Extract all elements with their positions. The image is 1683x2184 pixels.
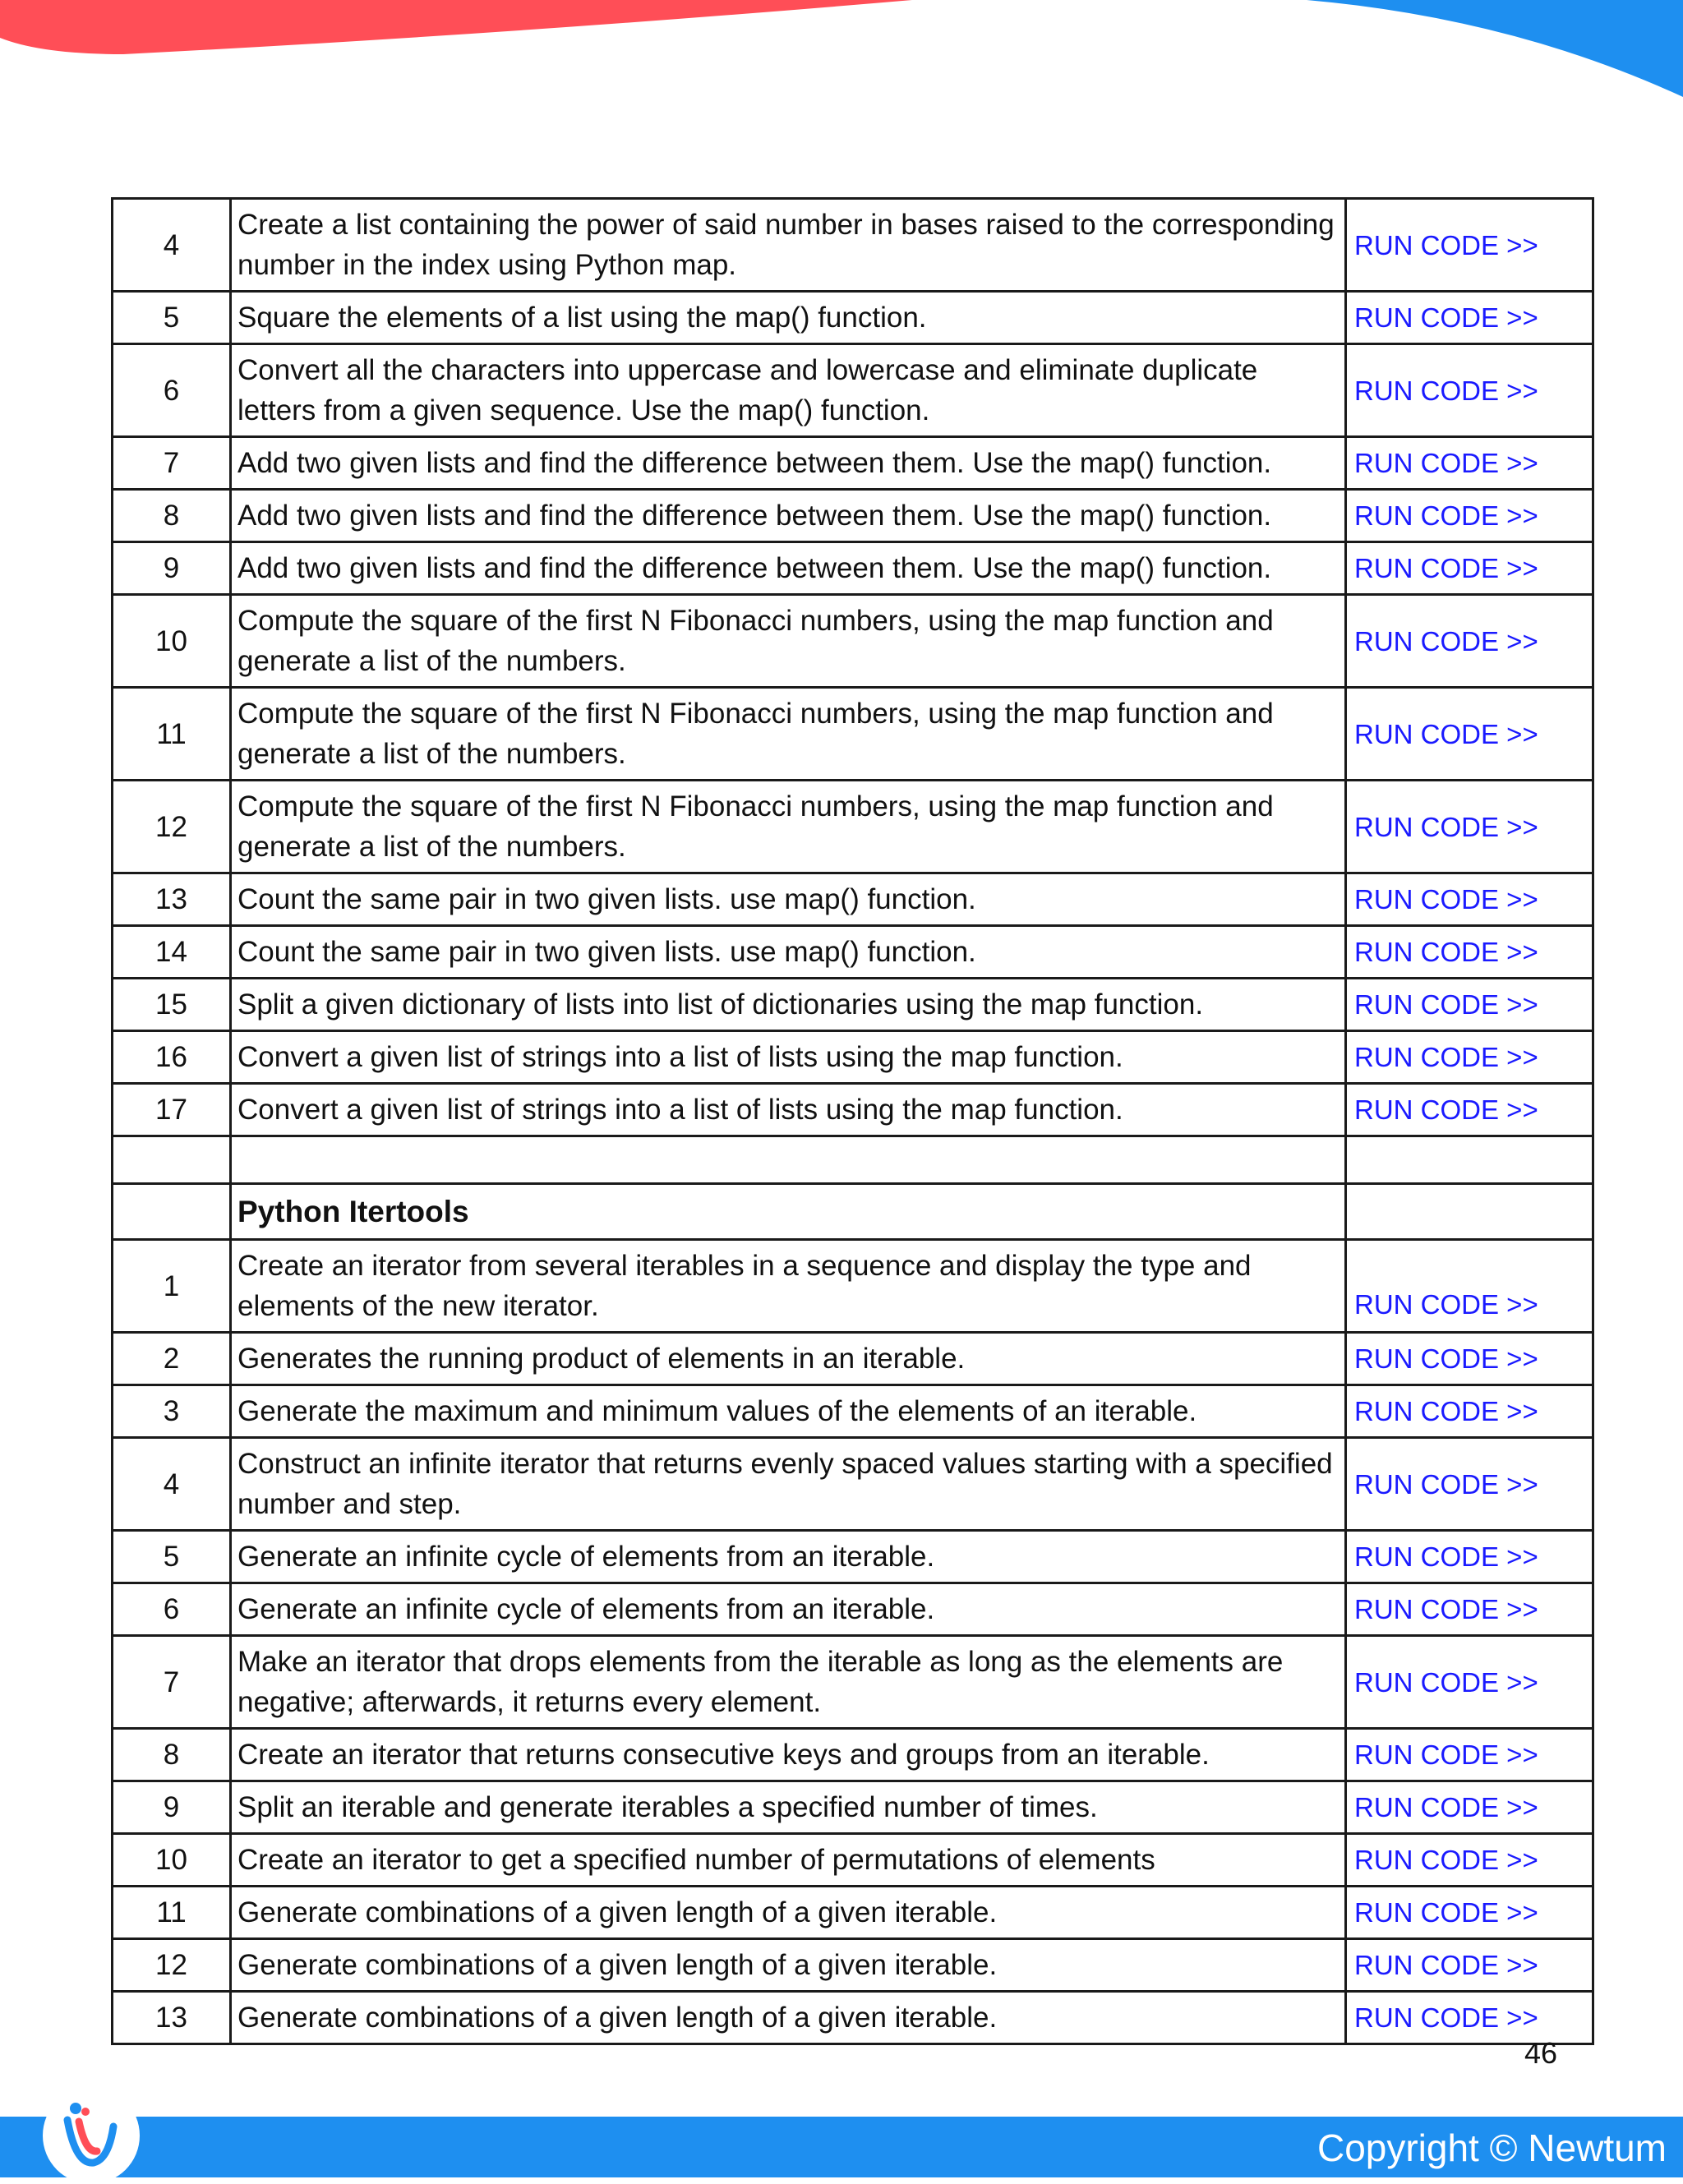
row-number: 7 bbox=[113, 437, 231, 490]
run-code-link[interactable]: RUN CODE >> bbox=[1354, 1792, 1538, 1822]
row-description: Count the same pair in two given lists. use map() function. bbox=[231, 926, 1346, 979]
row-number: 7 bbox=[113, 1636, 231, 1729]
run-code-link[interactable]: RUN CODE >> bbox=[1354, 1343, 1538, 1374]
table-row bbox=[113, 199, 1593, 292]
run-code-link[interactable]: RUN CODE >> bbox=[1354, 625, 1538, 657]
run-code-link[interactable]: RUN CODE >> bbox=[1354, 229, 1538, 260]
row-number: 12 bbox=[113, 781, 231, 873]
table-row bbox=[113, 595, 1593, 688]
table-row bbox=[113, 542, 1593, 595]
section-title: Python Itertools bbox=[237, 1194, 469, 1228]
run-code-link[interactable]: RUN CODE >> bbox=[1354, 1950, 1538, 1980]
run-code-link[interactable]: RUN CODE >> bbox=[1354, 1594, 1538, 1624]
row-number: 3 bbox=[113, 1385, 231, 1438]
row-number: 10 bbox=[113, 595, 231, 688]
row-description: Make an iterator that drops elements from the iterable as long as the elements are negative; afterwards, it returns every element. bbox=[231, 1636, 1346, 1729]
newtum-logo-icon bbox=[43, 2087, 140, 2184]
run-code-link[interactable]: RUN CODE >> bbox=[1354, 1396, 1538, 1426]
row-description: Generate combinations of a given length of a given iterable. bbox=[231, 1939, 1346, 1992]
table-row bbox=[113, 437, 1593, 490]
table-row bbox=[113, 1887, 1593, 1939]
row-number: 17 bbox=[113, 1084, 231, 1136]
row-description: Add two given lists and find the difference between them. Use the map() function. bbox=[231, 542, 1346, 595]
run-code-link[interactable]: RUN CODE >> bbox=[1354, 811, 1538, 842]
run-code-link[interactable]: RUN CODE >> bbox=[1354, 2002, 1538, 2033]
run-code-link[interactable]: RUN CODE >> bbox=[1354, 302, 1538, 333]
row-number: 15 bbox=[113, 979, 231, 1031]
row-number: 9 bbox=[113, 542, 231, 595]
table-row bbox=[113, 1084, 1593, 1136]
table-row bbox=[113, 1031, 1593, 1084]
row-description: Generate an infinite cycle of elements from an iterable. bbox=[231, 1531, 1346, 1583]
run-code-link[interactable]: RUN CODE >> bbox=[1354, 1289, 1538, 1320]
row-description: Split a given dictionary of lists into list of dictionaries using the map function. bbox=[231, 979, 1346, 1031]
row-description: Count the same pair in two given lists. use map() function. bbox=[231, 873, 1346, 926]
table-row bbox=[113, 1438, 1593, 1531]
page-number: 46 bbox=[1524, 2036, 1558, 2070]
table-row bbox=[113, 1636, 1593, 1729]
table-row bbox=[113, 292, 1593, 344]
row-number: 10 bbox=[113, 1834, 231, 1887]
row-description: Convert a given list of strings into a list of lists using the map function. bbox=[231, 1031, 1346, 1084]
row-description: Add two given lists and find the difference between them. Use the map() function. bbox=[231, 437, 1346, 490]
table-row bbox=[113, 1531, 1593, 1583]
row-number: 5 bbox=[113, 1531, 231, 1583]
run-code-link[interactable]: RUN CODE >> bbox=[1354, 1845, 1538, 1875]
row-number: 5 bbox=[113, 292, 231, 344]
blank-row bbox=[113, 1136, 1593, 1184]
run-code-link[interactable]: RUN CODE >> bbox=[1354, 375, 1538, 406]
row-description: Compute the square of the first N Fibonacci numbers, using the map function and generate a list of the numbers. bbox=[231, 781, 1346, 873]
row-description: Add two given lists and find the difference between them. Use the map() function. bbox=[231, 490, 1346, 542]
row-description: Split an iterable and generate iterables a specified number of times. bbox=[231, 1781, 1346, 1834]
row-description: Generate an infinite cycle of elements from an iterable. bbox=[231, 1583, 1346, 1636]
row-description: Create a list containing the power of said number in bases raised to the corresponding number in the index using Python map. bbox=[231, 199, 1346, 292]
copyright-text: Copyright © Newtum bbox=[1316, 2126, 1667, 2169]
row-number: 11 bbox=[113, 688, 231, 781]
row-description: Convert a given list of strings into a list of lists using the map function. bbox=[231, 1084, 1346, 1136]
table-row bbox=[113, 1781, 1593, 1834]
row-number: 2 bbox=[113, 1333, 231, 1385]
row-number: 12 bbox=[113, 1939, 231, 1992]
run-code-link[interactable]: RUN CODE >> bbox=[1354, 448, 1538, 478]
table-row bbox=[113, 344, 1593, 437]
row-description: Generate the maximum and minimum values of the elements of an iterable. bbox=[231, 1385, 1346, 1438]
row-number: 8 bbox=[113, 1729, 231, 1781]
run-code-link[interactable]: RUN CODE >> bbox=[1354, 989, 1538, 1020]
row-description: Generate combinations of a given length of a given iterable. bbox=[231, 1887, 1346, 1939]
table-row bbox=[113, 1939, 1593, 1992]
run-code-link[interactable]: RUN CODE >> bbox=[1354, 500, 1538, 531]
row-number: 13 bbox=[113, 1992, 231, 2044]
row-description: Construct an infinite iterator that returns evenly spaced values starting with a specified number and step. bbox=[231, 1438, 1346, 1531]
table-row bbox=[113, 1729, 1593, 1781]
run-code-link[interactable]: RUN CODE >> bbox=[1354, 1468, 1538, 1500]
row-number: 4 bbox=[113, 199, 231, 292]
row-number: 4 bbox=[113, 1438, 231, 1531]
row-number: 14 bbox=[113, 926, 231, 979]
row-description: Create an iterator from several iterables in a sequence and display the type and elements of the new iterator. bbox=[231, 1240, 1346, 1333]
row-number: 6 bbox=[113, 344, 231, 437]
run-code-link[interactable]: RUN CODE >> bbox=[1354, 1541, 1538, 1572]
row-description: Generates the running product of elements in an iterable. bbox=[231, 1333, 1346, 1385]
row-number: 13 bbox=[113, 873, 231, 926]
run-code-link[interactable]: RUN CODE >> bbox=[1354, 1666, 1538, 1698]
table-row bbox=[113, 781, 1593, 873]
run-code-link[interactable]: RUN CODE >> bbox=[1354, 1094, 1538, 1125]
run-code-link[interactable]: RUN CODE >> bbox=[1354, 884, 1538, 915]
table-row bbox=[113, 1385, 1593, 1438]
row-description: Compute the square of the first N Fibonacci numbers, using the map function and generate a list of the numbers. bbox=[231, 688, 1346, 781]
table-row bbox=[113, 1240, 1593, 1333]
row-description: Square the elements of a list using the map() function. bbox=[231, 292, 1346, 344]
row-number: 8 bbox=[113, 490, 231, 542]
exercise-table bbox=[111, 197, 1594, 2045]
table-row bbox=[113, 490, 1593, 542]
run-code-link[interactable]: RUN CODE >> bbox=[1354, 1042, 1538, 1072]
run-code-link[interactable]: RUN CODE >> bbox=[1354, 937, 1538, 967]
section-heading-row bbox=[113, 1184, 1593, 1240]
run-code-link[interactable]: RUN CODE >> bbox=[1354, 1897, 1538, 1928]
row-number: 16 bbox=[113, 1031, 231, 1084]
table-row bbox=[113, 688, 1593, 781]
run-code-link[interactable]: RUN CODE >> bbox=[1354, 1739, 1538, 1770]
table-row bbox=[113, 926, 1593, 979]
run-code-link[interactable]: RUN CODE >> bbox=[1354, 553, 1538, 583]
table-row bbox=[113, 1992, 1593, 2044]
table-row bbox=[113, 1834, 1593, 1887]
row-number: 1 bbox=[113, 1240, 231, 1333]
run-code-link[interactable]: RUN CODE >> bbox=[1354, 718, 1538, 749]
row-description: Generate combinations of a given length of a given iterable. bbox=[231, 1992, 1346, 2044]
top-decoration bbox=[0, 0, 1683, 107]
row-description: Compute the square of the first N Fibonacci numbers, using the map function and generate a list of the numbers. bbox=[231, 595, 1346, 688]
row-number: 9 bbox=[113, 1781, 231, 1834]
table-row bbox=[113, 1333, 1593, 1385]
table-row bbox=[113, 979, 1593, 1031]
row-description: Create an iterator to get a specified number of permutations of elements bbox=[231, 1834, 1346, 1887]
table-row bbox=[113, 873, 1593, 926]
row-description: Create an iterator that returns consecutive keys and groups from an iterable. bbox=[231, 1729, 1346, 1781]
row-description: Convert all the characters into uppercase and lowercase and eliminate duplicate letters from a given sequence. Use the map() function. bbox=[231, 344, 1346, 437]
table-row bbox=[113, 1583, 1593, 1636]
row-number: 6 bbox=[113, 1583, 231, 1636]
row-number: 11 bbox=[113, 1887, 231, 1939]
